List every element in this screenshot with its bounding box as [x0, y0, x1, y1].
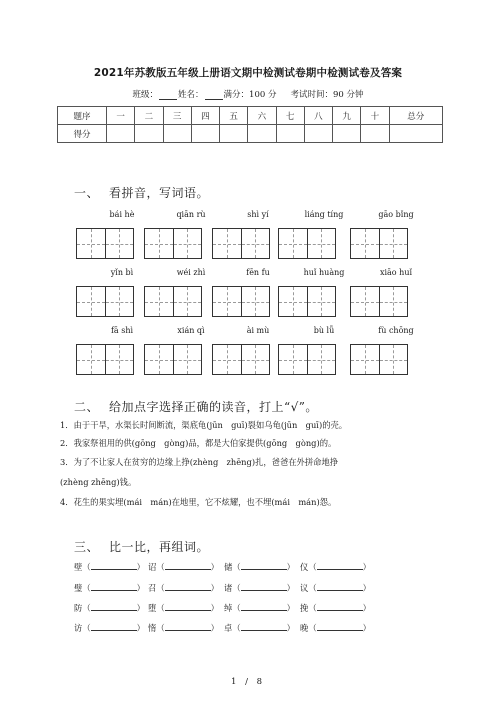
writing-box[interactable] — [278, 228, 336, 259]
pinyin-label: gāo bǐng — [378, 210, 414, 219]
compare-row — [74, 561, 434, 573]
writing-box-row — [72, 228, 428, 259]
score-table-score-row — [58, 125, 443, 143]
writing-box[interactable] — [350, 228, 408, 259]
answer-blank[interactable] — [91, 582, 137, 591]
score-cell[interactable] — [361, 125, 389, 143]
question-line: 4．花生的果实埋(mái mán)在地里，它不炫耀，也不埋(mái mán)怨。 — [60, 497, 337, 507]
score-header-cell: 题序 — [58, 107, 107, 125]
compare-item: 晚（ ） — [300, 623, 371, 633]
pinyin-label: huǐ huàng — [303, 268, 345, 277]
score-cell[interactable] — [191, 125, 219, 143]
writing-box[interactable] — [212, 286, 270, 317]
score-cell[interactable] — [107, 125, 135, 143]
compare-item: 访（ ） — [74, 623, 145, 633]
pinyin-label: qiān rù — [176, 210, 206, 219]
writing-box[interactable] — [278, 286, 336, 317]
pinyin-label: bù lǚ — [313, 326, 335, 335]
pinyin-label: bái hè — [109, 210, 135, 219]
section-2-heading — [74, 398, 318, 415]
answer-blank[interactable] — [91, 622, 137, 631]
compare-char: 绰 — [224, 603, 233, 613]
compare-row — [74, 582, 434, 594]
pinyin-label: fēn fu — [246, 268, 270, 277]
question-line: (zhèng zhēng)钱。 — [60, 477, 137, 487]
score-table — [57, 106, 443, 143]
answer-blank[interactable] — [241, 622, 287, 631]
score-header-cell: 五 — [220, 107, 248, 125]
pinyin-label: fā shì — [110, 326, 134, 335]
writing-box[interactable] — [350, 286, 408, 317]
question-line: 2．我家祭祖用的供(gōng gòng)品，都是大伯家提供(gōng gòng)的。 — [60, 438, 337, 448]
compare-item: 挽（ ） — [300, 603, 371, 613]
section-title: 看拼音，写词语。 — [109, 186, 210, 200]
score-header-cell: 四 — [191, 107, 219, 125]
time-label: 考试时间：90 分钟 — [290, 90, 364, 100]
answer-blank[interactable] — [241, 561, 287, 570]
page-number: 1 / 8 — [230, 677, 266, 687]
writing-box[interactable] — [212, 228, 270, 259]
compare-item: 诏（ ） — [148, 562, 219, 572]
writing-box[interactable] — [278, 344, 336, 375]
pinyin-label: yǐn bì — [110, 268, 134, 277]
section-title: 给加点字选择正确的读音，打上“√”。 — [109, 400, 318, 414]
compare-item: 璧（ ） — [74, 583, 145, 593]
writing-box-row — [72, 344, 428, 375]
answer-blank[interactable] — [317, 561, 363, 570]
writing-box[interactable] — [350, 344, 408, 375]
compare-char: 璧 — [74, 583, 83, 593]
writing-box[interactable] — [76, 344, 134, 375]
pinyin-label: shì yí — [247, 210, 269, 219]
section-number: 一、 — [74, 186, 100, 200]
pinyin-label: liáng tíng — [304, 210, 344, 219]
score-row-label: 得分 — [58, 125, 107, 143]
score-header-cell: 十 — [361, 107, 389, 125]
score-cell[interactable] — [163, 125, 191, 143]
answer-blank[interactable] — [241, 582, 287, 591]
score-cell[interactable] — [220, 125, 248, 143]
compare-item: 卓（ ） — [224, 623, 295, 633]
class-blank — [159, 90, 177, 100]
pinyin-label: xiāo huǐ — [379, 268, 413, 277]
score-header-cell: 六 — [248, 107, 276, 125]
compare-char: 晚 — [300, 623, 309, 633]
answer-blank[interactable] — [165, 622, 211, 631]
compare-char: 防 — [74, 603, 83, 613]
score-header-cell: 八 — [304, 107, 332, 125]
class-label: 班级： — [132, 90, 159, 100]
compare-item: 仪（ ） — [300, 562, 371, 572]
answer-blank[interactable] — [165, 561, 211, 570]
compare-item: 绰（ ） — [224, 603, 295, 613]
compare-char: 诏 — [148, 562, 157, 572]
compare-char: 堕 — [148, 603, 157, 613]
answer-blank[interactable] — [317, 582, 363, 591]
score-label: 满分：100 分 — [223, 90, 277, 100]
pinyin-row — [57, 268, 443, 280]
compare-char: 壁 — [74, 562, 83, 572]
compare-char: 惰 — [148, 623, 157, 633]
score-header-cell: 七 — [276, 107, 304, 125]
exam-info — [0, 88, 496, 100]
writing-box-row — [72, 286, 428, 317]
compare-char: 卓 — [224, 623, 233, 633]
pinyin-label: wéi zhì — [176, 268, 206, 277]
answer-blank[interactable] — [165, 582, 211, 591]
score-cell[interactable] — [333, 125, 361, 143]
compare-char: 挽 — [300, 603, 309, 613]
score-cell[interactable] — [389, 125, 443, 143]
writing-box[interactable] — [144, 286, 202, 317]
score-cell[interactable] — [248, 125, 276, 143]
compare-item: 防（ ） — [74, 603, 145, 613]
compare-row — [74, 602, 434, 614]
section-1-heading — [74, 184, 209, 201]
answer-blank[interactable] — [165, 602, 211, 611]
compare-char: 储 — [224, 562, 233, 572]
compare-char: 诸 — [224, 583, 233, 593]
compare-item: 诸（ ） — [224, 583, 295, 593]
pinyin-label: ài mù — [246, 326, 270, 335]
score-header-cell: 三 — [163, 107, 191, 125]
pinyin-label: fù chōng — [378, 326, 414, 335]
writing-box[interactable] — [144, 228, 202, 259]
score-table-header-row — [58, 107, 443, 125]
answer-blank[interactable] — [91, 561, 137, 570]
name-blank — [205, 90, 223, 100]
name-label: 姓名： — [178, 90, 204, 100]
compare-item: 壁（ ） — [74, 562, 145, 572]
answer-blank[interactable] — [91, 602, 137, 611]
question-line: 1．由于干旱，水渠长时间断流，渠底龟(jūn guī)裂如乌龟(jūn guī)的壳。 — [60, 420, 348, 430]
compare-char: 议 — [300, 583, 309, 593]
question-line: 3．为了不让家人在贫穷的边缘上挣(zhèng zhēng)扎，爸爸在外拼命地挣 — [60, 457, 339, 467]
section-number: 二、 — [74, 400, 100, 414]
score-cell[interactable] — [276, 125, 304, 143]
compare-item: 储（ ） — [224, 562, 295, 572]
writing-box[interactable] — [76, 228, 134, 259]
section-number: 三、 — [74, 540, 100, 554]
section-title: 比一比，再组词。 — [109, 540, 210, 554]
score-cell[interactable] — [304, 125, 332, 143]
compare-row — [74, 622, 434, 634]
compare-item: 堕（ ） — [148, 603, 219, 613]
document-title: 2021年苏教版五年级上册语文期中检测试卷期中检测试卷及答案 — [93, 67, 403, 79]
pinyin-row — [57, 210, 443, 222]
compare-char: 仪 — [300, 562, 309, 572]
writing-box[interactable] — [144, 344, 202, 375]
answer-blank[interactable] — [241, 602, 287, 611]
compare-char: 召 — [148, 583, 157, 593]
writing-box[interactable] — [212, 344, 270, 375]
score-header-cell: 九 — [333, 107, 361, 125]
pinyin-row — [57, 326, 443, 338]
writing-box[interactable] — [76, 286, 134, 317]
compare-item: 议（ ） — [300, 583, 371, 593]
compare-item: 惰（ ） — [148, 623, 219, 633]
score-header-cell: 二 — [135, 107, 163, 125]
score-header-cell: 总分 — [389, 107, 443, 125]
answer-blank[interactable] — [317, 602, 363, 611]
compare-item: 召（ ） — [148, 583, 219, 593]
compare-char: 访 — [74, 623, 83, 633]
pinyin-label: xián qì — [177, 326, 205, 335]
score-header-cell: 一 — [107, 107, 135, 125]
score-cell[interactable] — [135, 125, 163, 143]
section-3-heading — [74, 538, 209, 555]
answer-blank[interactable] — [317, 622, 363, 631]
